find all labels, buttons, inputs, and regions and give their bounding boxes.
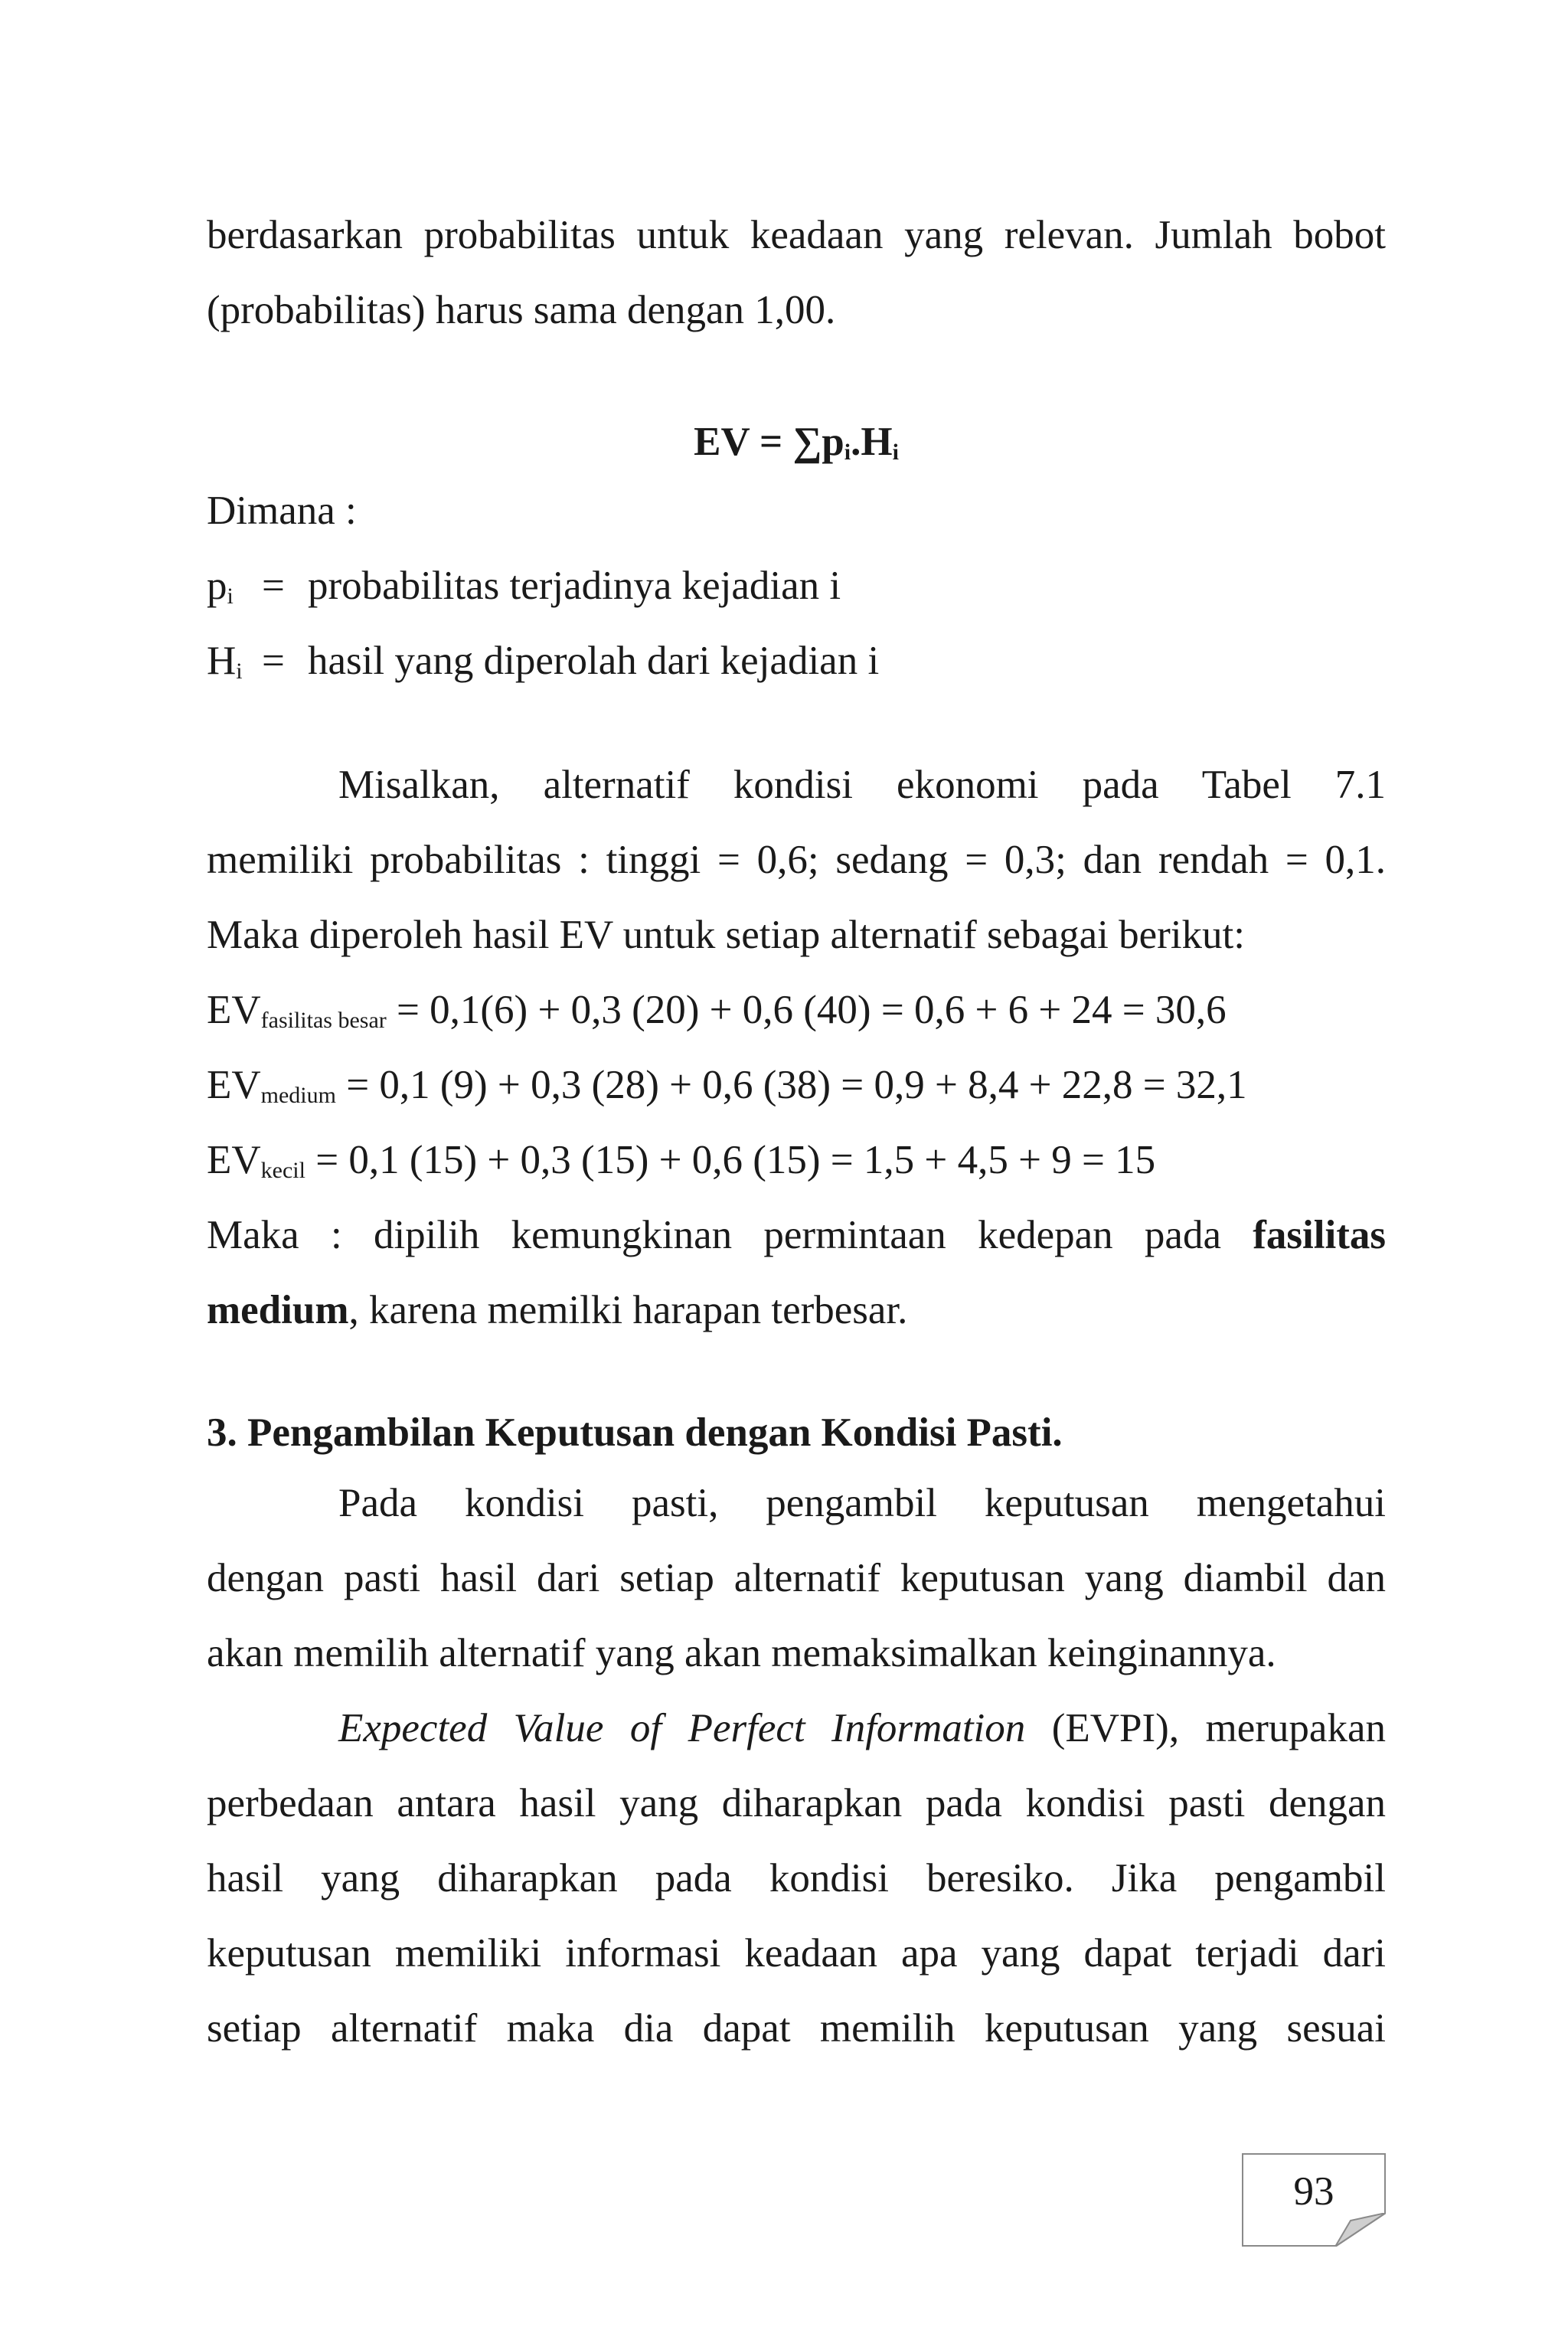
conclusion-line: Maka : dipilih kemungkinan permintaan kedepan pada fasilitas xyxy=(207,1213,1386,1257)
paragraph-line: Maka diperoleh hasil EV untuk setiap alternatif sebagai berikut: xyxy=(207,913,1246,957)
page-curl-icon xyxy=(1335,2213,1386,2247)
page-number-box xyxy=(1242,2153,1386,2247)
definition-text: hasil yang diperolah dari kejadian i xyxy=(308,639,880,683)
ev-formula: EV = $\sum p_i.H_i$ xyxy=(694,420,899,465)
ev-calculation-medium: $EV_{medium} = 0,1$ (9) + 0,3 (28) + 0,6 (38) = 0,9 + 8,4 + 22,8 = 32,1 xyxy=(207,1063,1247,1108)
paragraph-line: memiliki probabilitas : tinggi = 0,6; sedang = 0,3; dan rendah = 0,1. xyxy=(207,838,1386,882)
paragraph-line: berdasarkan probabilitas untuk keadaan yang relevan. Jumlah bobot xyxy=(207,213,1386,257)
paragraph-line: Pada kondisi pasti, pengambil keputusan mengetahui xyxy=(338,1481,1386,1525)
paragraph-line: akan memilih alternatif yang akan memaksimalkan keinginannya. xyxy=(207,1631,1276,1675)
conclusion-line: medium, karena memilki harapan terbesar. xyxy=(207,1288,908,1332)
paragraph-line: setiap alternatif maka dia dapat memilih keputusan yang sesuai xyxy=(207,2006,1386,2051)
definition-text: probabilitas terjadinya kejadian i xyxy=(308,564,841,608)
definition-equals: = xyxy=(262,639,285,683)
definition-symbol: $H_i$ xyxy=(207,639,243,684)
paragraph-line: hasil yang diharapkan pada kondisi beresiko. Jika pengambil xyxy=(207,1856,1386,1900)
definition-symbol: $p_i$ xyxy=(207,564,234,609)
definition-equals: = xyxy=(262,564,285,608)
paragraph-line: (probabilitas) harus sama dengan 1,00. xyxy=(207,288,836,332)
paragraph-line: Misalkan, alternatif kondisi ekonomi pada Tabel 7.1 xyxy=(338,763,1386,807)
section-heading: 3. Pengambilan Keputusan dengan Kondisi Pasti. xyxy=(207,1410,1063,1455)
paragraph-line: Expected Value of Perfect Information (EVPI), merupakan xyxy=(338,1706,1386,1750)
paragraph-line: keputusan memiliki informasi keadaan apa yang dapat terjadi dari xyxy=(207,1931,1386,1976)
page-number: 93 xyxy=(1293,2169,1334,2214)
ev-calculation-kecil: $EV_{kecil} = 0,1$ (15) + 0,3 (15) + 0,6 (15) = 1,5 + 4,5 + 9 = 15 xyxy=(207,1138,1156,1183)
where-label: Dimana : xyxy=(207,489,357,533)
ev-calculation-fasilitas-besar: $EV_{fasilitas besar} = 0,1(6) + 0,3$ (20) + 0,6 (40) = 0,6 + 6 + 24 = 30,6 xyxy=(207,988,1227,1033)
paragraph-line: perbedaan antara hasil yang diharapkan pada kondisi pasti dengan xyxy=(207,1781,1386,1825)
paragraph-line: dengan pasti hasil dari setiap alternatif keputusan yang diambil dan xyxy=(207,1556,1386,1600)
